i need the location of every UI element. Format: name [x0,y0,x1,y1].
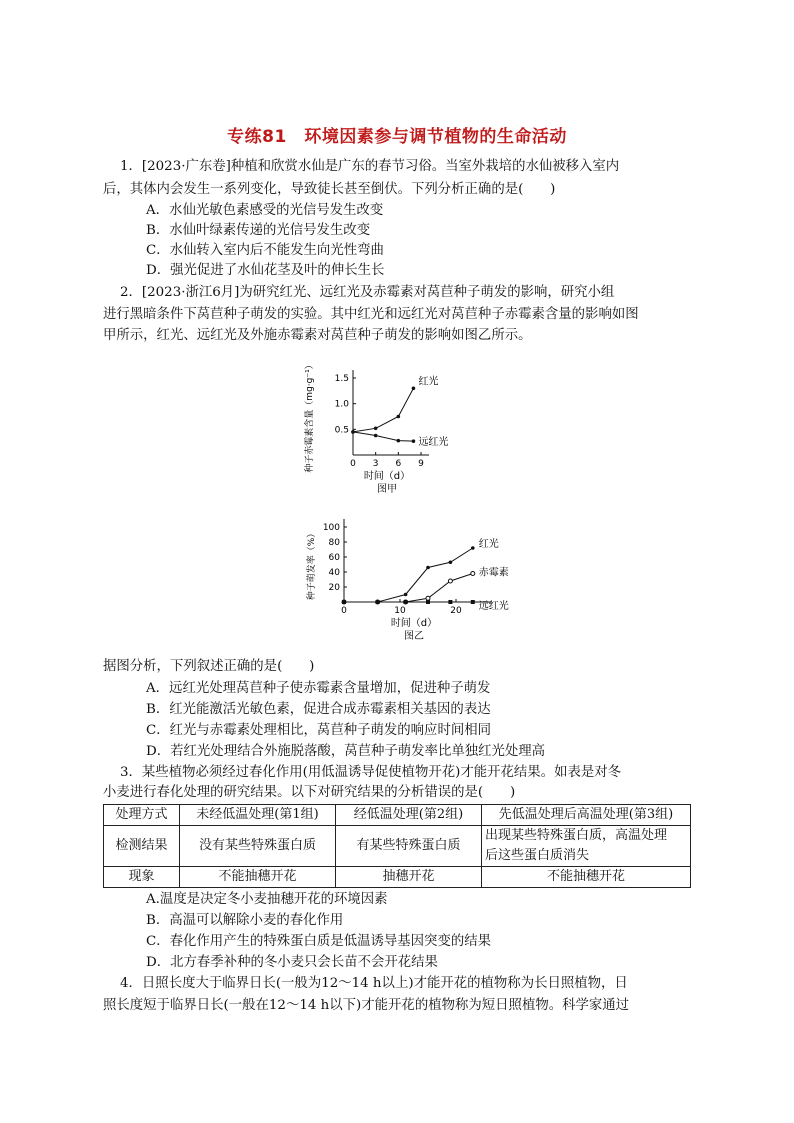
q3-table [103,804,691,888]
table-cell: 不能抽穗开花 [482,867,691,888]
q1-option-b: B．水仙叶绿素传递的光信号发生改变 [146,223,371,238]
y-tick-label: 1.0 [334,399,349,410]
q1-option-d: D．强光促进了水仙花茎及叶的伸长生长 [146,263,385,278]
table-header-row [104,805,691,826]
y-tick-label: 20 [328,583,340,593]
y-tick-label: 60 [328,553,340,563]
q1-option-a: A．水仙光敏色素感受的光信号发生改变 [146,203,384,218]
table-row [104,867,691,888]
data-point [342,600,346,604]
x-tick-label: 0 [341,606,347,616]
table-row [104,826,691,867]
q2-stem-line-2: 进行黑暗条件下莴苣种子萌发的实验。其中红光和远红光对莴苣种子赤霉素含量的影响如图 [103,307,639,322]
x-tick-label: 9 [418,459,424,469]
x-tick-label: 20 [450,606,462,616]
series-label: 红光 [478,539,499,550]
data-point [471,600,475,604]
y-axis-label: 种子赤霉素含量（mg·g⁻¹） [305,360,315,473]
chart-caption: 图乙 [404,631,424,642]
table-header-cell: 未经低温处理(第1组) [180,805,336,826]
q2-option-d: D．若红光处理结合外施脱落酸，莴苣种子萌发率比单独红光处理高 [146,744,546,759]
x-tick-label: 10 [394,606,406,616]
table-cell: 抽穗开花 [336,867,482,888]
data-point [448,579,452,583]
chart-caption: 图甲 [377,484,397,495]
table-header-cell: 先低温处理后高温处理(第3组) [482,805,691,826]
q4-stem-line-2: 照长度短于临界日长(一般在12～14 h以下)才能开花的植物称为短日照植物。科学家通过 [103,998,630,1013]
data-point [397,415,401,419]
x-axis-label: 时间（d） [390,618,438,629]
q2-stem-line-1: 2．[2023·浙江6月]为研究红光、远红光及赤霉素对莴苣种子萌发的影响，研究小组 [120,285,615,300]
y-tick-label: 0.5 [334,425,349,436]
y-tick-label: 40 [328,568,340,578]
q1-stem-line-2: 后，其体内会发生一系列变化，导致徒长甚至倒伏。下列分析正确的是( ) [103,182,556,197]
q1-option-c: C．水仙转入室内后不能发生向光性弯曲 [146,243,384,258]
q4-stem-line-1: 4．日照长度大于临界日长(一般为12～14 h以上)才能开花的植物称为长日照植物，日 [120,976,628,991]
q3-option-d: D．北方春季补种的冬小麦只会长苗不会开花结果 [146,955,438,970]
q3-option-b: B．高温可以解除小麦的春化作用 [146,913,344,928]
table-cell: 没有某些特殊蛋白质 [180,826,336,867]
series-line [353,388,413,432]
y-tick-label: 1.5 [334,374,349,384]
data-point [404,600,408,604]
q3-option-c: C．春化作用产生的特殊蛋白质是低温诱导基因突变的结果 [146,934,492,949]
table-cell: 有某些特殊蛋白质 [336,826,482,867]
q2-option-b: B．红光能激活光敏色素，促进合成赤霉素相关基因的表达 [146,702,491,717]
data-point [426,600,430,604]
q3-stem-line-2: 小麦进行春化处理的研究结果。以下对研究结果的分析错误的是( ) [103,785,516,800]
table-cell: 不能抽穗开花 [180,867,336,888]
data-point [412,386,416,390]
q3-stem-line-1: 3．某些植物必须经过春化作用(用低温诱导促使植物开花)才能开花结果。如表是对冬 [120,765,622,780]
q2-after-text: 据图分析，下列叙述正确的是( ) [103,659,315,674]
table-cell [482,826,691,867]
series-label: 远红光 [478,601,509,612]
chart-yi [300,512,530,647]
data-point [397,439,401,443]
x-tick-label: 6 [395,459,402,469]
table-cell: 检测结果 [104,826,180,867]
q1-stem-line-1: 1．[2023·广东卷]种植和欣赏水仙是广东的春节习俗。当室外栽培的水仙被移入室内 [120,159,620,174]
table-header-cell: 经低温处理(第2组) [336,805,482,826]
series-line [353,432,413,441]
y-tick-label: 80 [328,538,340,548]
x-axis-label: 时间（d） [363,471,411,482]
data-point [448,600,452,604]
table-cell-line: 出现某些特殊蛋白质，高温处理 [485,828,668,843]
data-point [376,600,380,604]
series-line [344,548,473,602]
series-label: 红光 [418,376,439,388]
series-label: 远红光 [418,437,449,449]
q2-stem-line-3: 甲所示，红光、远红光及外施赤霉素对莴苣种子萌发的影响如图乙所示。 [103,328,532,343]
series-line [344,574,473,603]
x-tick-label: 0 [350,459,356,469]
chart-jia [300,360,500,510]
q2-option-c: C．红光与赤霉素处理相比，莴苣种子萌发的响应时间相同 [146,723,492,738]
series-label: 赤霉素 [478,567,509,579]
q2-option-a: A．远红光处理莴苣种子使赤霉素含量增加，促进种子萌发 [146,681,491,696]
q3-option-a: A.温度是决定冬小麦抽穗开花的环境因素 [146,892,388,907]
data-point [426,566,430,570]
data-point [471,572,475,576]
data-point [374,434,378,438]
y-axis-label: 种子萌发率（%） [307,528,317,601]
y-tick-label: 100 [322,523,340,533]
page-title: 专练81 环境因素参与调节植物的生命活动 [227,127,567,147]
table-header-cell: 处理方式 [104,805,180,826]
table-cell-line: 后这些蛋白质消失 [485,848,590,863]
data-point [449,560,453,564]
data-point [374,427,378,431]
data-point [404,593,408,597]
data-point [471,546,475,550]
x-tick-label: 3 [372,459,379,469]
table-cell: 现象 [104,867,180,888]
data-point [351,430,355,434]
data-point [426,596,430,600]
data-point [412,439,416,443]
